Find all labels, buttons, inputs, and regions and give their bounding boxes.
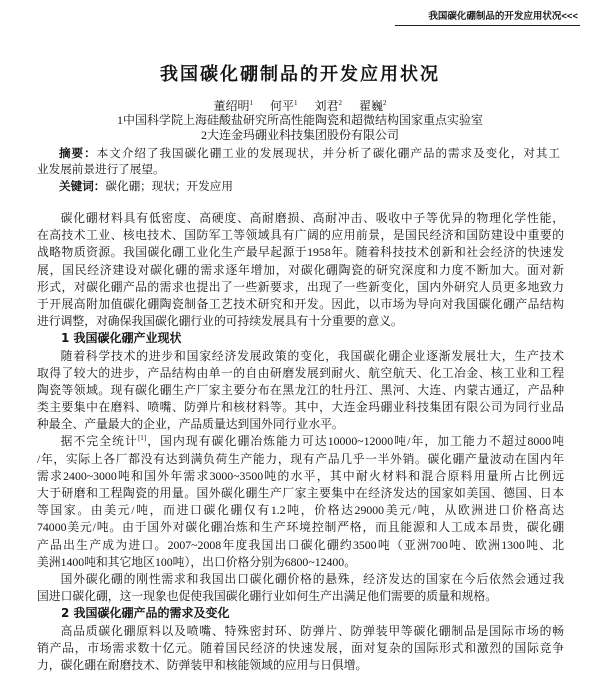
author — [315, 98, 343, 114]
author-affiliation-mark: 2 — [383, 99, 387, 107]
paragraph-line — [37, 433, 564, 450]
paragraph-line: 国外碳化硼的刚性需求和我国出口碳化硼价格的悬殊，经济发达的国家在今后依然会通过我 — [60, 571, 564, 586]
author-name: 何平 — [269, 99, 294, 113]
intro-line: 于开展高附加值碳化硼陶瓷制备工艺技术研究和开发。因此，以市场为导向对我国碳化硼产品结构 — [37, 296, 564, 311]
paragraph-line: 美洲1400吨和其它地区100吨），出口价格分别为6800~12400。 — [37, 554, 356, 569]
paragraph-line: 等国家。由美元/吨，而进口碳化硼仅有1.2吨，价格达29000美元/吨，从欧洲进口价格高达 — [37, 503, 564, 518]
author-affiliation-mark: 1 — [294, 99, 298, 107]
author-affiliation-mark: 1 — [249, 99, 253, 107]
abstract-text: 本文介绍了我国碳化硼工业的发展现状，并分析了碳化硼产品的需求及变化，对其工 — [96, 147, 560, 160]
paragraph-line: /年，实际上各厂都没有达到满负荷生产能力，现有产品几乎一半外销。碳化硼产量波动在国内年 — [37, 451, 564, 466]
intro-line: 战略物质资源。我国碳化硼工业化生产最早起源于1958年。随着科技技术创新和社会经济的快速发 — [37, 245, 564, 260]
paragraph-line: 需求2400~3000吨和国外年需求3000~3500吨的水平，其中耐火材料和混合原料用量所占比例远 — [37, 468, 564, 483]
keywords-label: 关键词： — [59, 180, 106, 193]
article-title: 我国碳化硼制品的开发应用状况 — [160, 64, 440, 85]
section-1-heading: 1 我国碳化硼产业现状 — [61, 331, 182, 346]
section-2-heading: 2 我国碳化硼产品的需求及变化 — [61, 606, 230, 621]
paragraph-line: 取得了较大的进步，产品结构由单一的自由研磨发展到耐火、航空航天、化工冶金、核工业和工程 — [37, 365, 564, 380]
paragraph-line: 类主要集中在磨料、喷嘴、防弹片和核材料等。其中，大连金玛硼业科技集团有限公司为同行业品 — [37, 400, 564, 415]
author-list — [0, 98, 600, 114]
abstract-line — [37, 146, 560, 162]
paragraph-line: 74000美元/吨。由于国外对碳化硼冶炼和生产环境控制严格，而且能源和人工成本昂贵，碳化硼 — [37, 520, 564, 535]
paragraph-line: 销产品，市场需求数十亿元。随着国民经济的快速发展，面对复杂的国际形式和激烈的国际竞争 — [37, 640, 564, 655]
paragraph-line: 随着科学技术的进步和国家经济发展政策的变化，我国碳化硼企业逐渐发展壮大，生产技术 — [60, 348, 564, 363]
paragraph-line: 高品质碳化硼原料以及喷嘴、特殊密封环、防弹片、防弹装甲等碳化硼制品是国际市场的畅 — [60, 623, 564, 638]
author-name: 翟巍 — [359, 99, 384, 113]
intro-line: 形式，对碳化硼产品的需求也提出了一些新要求，出现了一些新变化，国内外研究人员更多地致力 — [37, 279, 564, 294]
header-rule — [395, 25, 580, 26]
paragraph-line: 产品出生产成为进口。2007~2008年度我国出口碳化硼约3500吨（亚洲700吨、欧洲1300吨、北 — [37, 537, 564, 552]
intro-line: 进行调整，对确保我国碳化硼行业的可持续发展具有十分重要的意义。 — [37, 314, 403, 329]
paragraph-text: ，国内现有碳化硼冶炼能力可达10000~12000吨/年，加工能力不超过8000吨 — [146, 434, 564, 449]
paragraph-line: 陶瓷等领域。现有碳化硼生产厂家主要分布在黑龙江的牡丹江、黑河、大连、内蒙古通辽，产品种 — [37, 382, 564, 397]
reference-mark: [1] — [137, 434, 147, 443]
intro-line: 在高技术工业、核电技术、国防军工等领域具有广阔的应用前景，是国民经济和国防建设中重要的 — [37, 228, 564, 243]
author — [359, 98, 387, 114]
author — [213, 98, 253, 114]
paragraph-line: 力，碳化硼在耐磨技术、防弹装甲和核能领域的应用与日俱增。 — [37, 657, 368, 672]
abstract — [37, 146, 560, 178]
paragraph-lead: 据不完全统计 — [60, 434, 138, 449]
abstract-label: 摘要： — [59, 147, 97, 160]
keywords-text: 碳化硼；现状；开发应用 — [105, 180, 233, 193]
affiliation-1: 1中国科学院上海硅酸盐研究所高性能陶瓷和超微结构国家重点实验室 — [116, 113, 483, 127]
running-header: 我国碳化硼制品的开发应用状况<<< — [428, 11, 578, 22]
intro-line: 碳化硼材料具有低密度、高硬度、高耐磨损、高耐冲击、吸收中子等优异的物理化学性能， — [60, 211, 564, 225]
intro-line: 展，国民经济建设对碳化硼的需求逐年增加，对碳化硼陶瓷的研究深度和力度不断加大。面对新 — [37, 262, 564, 277]
paragraph-line: 大于研磨和工程陶瓷的用量。国外碳化硼生产厂家主要集中在经济发达的国家如美国、德国、日本 — [37, 486, 564, 500]
author-name: 董绍明 — [213, 99, 250, 113]
paragraph-line: 种最全、产量最大的企业，产品质量达到国外同行业水平。 — [37, 417, 344, 432]
author-affiliation-mark: 2 — [338, 99, 343, 107]
author-name: 刘君 — [314, 99, 339, 113]
affiliation-2: 2大连金玛硼业科技集团股份有限公司 — [200, 128, 399, 142]
keywords — [59, 179, 233, 195]
paragraph-line: 国进口碳化硼，这一现象也促使我国碳化硼行业如何生产出满足他们需要的质量和规格。 — [37, 589, 498, 604]
article-body — [37, 210, 564, 674]
abstract-line: 业发展前景进行了展望。 — [37, 163, 165, 176]
author — [270, 98, 298, 114]
